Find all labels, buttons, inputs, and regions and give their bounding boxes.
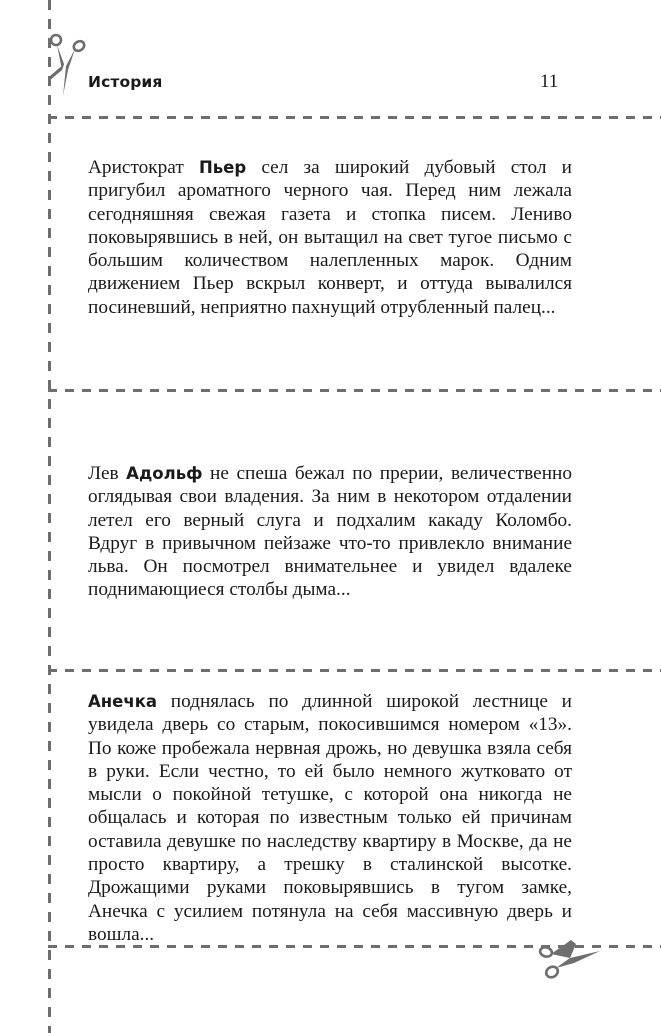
section-title: История	[88, 73, 163, 91]
page-number: 11	[540, 71, 559, 92]
story-text: не спеша бежал по прерии, величественно оглядывая свои владения. За ним в некотором отдалении летел его верный слуга и подхалим какаду Коломбо. Вдруг в привычном пейзаже что-то привлекло внимание льва. Он посмотрел внимательнее и увидел вдалеке поднимающиеся столбы дыма...	[88, 463, 572, 601]
character-name: Анечка	[88, 692, 158, 711]
story-3	[88, 690, 572, 946]
story-2	[88, 462, 572, 602]
horizontal-cut-line-1	[48, 116, 661, 119]
story-prefix: Аристократ	[88, 157, 199, 178]
story-1	[88, 156, 572, 319]
story-text: поднялась по длинной широкой лестнице и увидела дверь со старым, покосившимся номером «13». По коже пробежала нервная дрожь, но девушка взяла себя в руки. Если честно, то ей было немного жутковато от мысли о покойной тетушке, с которой она никогда не общалась и которая по известным только ей причинам оставила девушке по наследству квартиру в Москве, да не просто квартиру, а трешку в сталинской высотке. Дрожащими руками поковырявшись в тугом замке, Анечка с усилием потянула на себя массивную дверь и вошла...	[88, 691, 572, 945]
character-name: Адольф	[126, 464, 203, 483]
scissors-icon	[44, 30, 88, 98]
horizontal-cut-line-3	[48, 669, 661, 672]
horizontal-cut-line-2	[48, 389, 661, 392]
scissors-icon	[536, 940, 602, 984]
vertical-cut-line	[48, 0, 51, 1033]
character-name: Пьер	[198, 158, 247, 177]
story-prefix: Лев	[88, 463, 127, 484]
story-text: сел за широкий дубовый стол и пригубил ароматного черного чая. Перед ним лежала сегодняшняя свежая газета и стопка писем. Лениво поковырявшись в ней, он вытащил на свет тугое письмо с большим количеством налепленных марок. Одним движением Пьер вскрыл конверт, и оттуда вывалился посиневший, неприятно пахнущий отрубленный палец...	[88, 157, 572, 318]
